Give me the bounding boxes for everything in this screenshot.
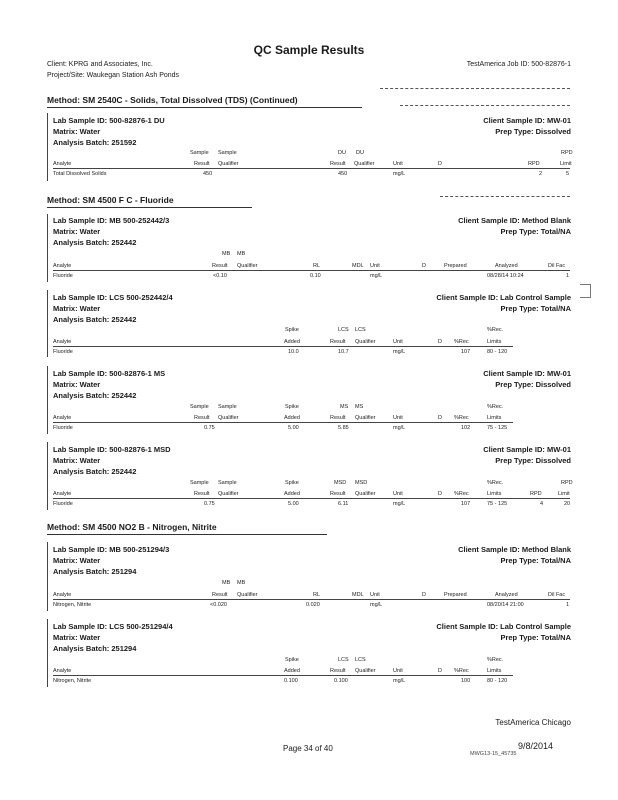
col-head: Added <box>284 668 300 674</box>
col-head: Limits <box>487 339 502 345</box>
value-cell: mg/L <box>393 349 406 355</box>
header-underline <box>53 270 570 271</box>
col-head: LCS <box>355 657 366 663</box>
matrix: Matrix: Water <box>53 633 101 642</box>
col-head: Result <box>330 415 346 421</box>
matrix: Matrix: Water <box>53 227 101 236</box>
value-cell: 107 <box>461 501 471 507</box>
report-date: 9/8/2014 <box>518 741 554 751</box>
col-head: Result <box>330 161 346 167</box>
col-head: Limits <box>487 668 502 674</box>
analysis-batch: Analysis Batch: 252442 <box>53 315 137 324</box>
header-underline <box>53 168 570 169</box>
col-head: Qualifier <box>355 491 376 497</box>
col-head: RPD <box>528 161 540 167</box>
col-head: %Rec <box>454 668 469 674</box>
value-cell: 6.11 <box>338 501 349 507</box>
col-head: Qualifier <box>355 415 376 421</box>
col-head: Unit <box>393 668 403 674</box>
prep-type: Prep Type: Dissolved <box>495 127 571 136</box>
col-head: %Rec. <box>487 404 504 410</box>
doc-code: MWG13-15_45735 <box>470 751 517 757</box>
value-cell: 5.00 <box>288 425 299 431</box>
matrix: Matrix: Water <box>53 456 101 465</box>
client-sample-id: Client Sample ID: Lab Control Sample <box>436 293 571 302</box>
col-head: %Rec. <box>487 657 504 663</box>
value-cell: 5.85 <box>338 425 349 431</box>
col-head: D <box>422 592 426 598</box>
value-cell: 0.100 <box>284 678 298 684</box>
method-dash <box>400 105 570 106</box>
project-site: Project/Site: Waukegan Station Ash Ponds <box>47 72 180 79</box>
client-sample-id: Client Sample ID: MW-01 <box>483 445 571 454</box>
col-head: Analyzed <box>495 592 518 598</box>
margin-tab-mark <box>580 284 591 298</box>
col-head: Result <box>212 592 228 598</box>
analyte-cell: Fluoride <box>53 425 73 431</box>
header-underline <box>53 422 513 423</box>
analyte-cell: Fluoride <box>53 501 73 507</box>
method-rule <box>47 107 362 108</box>
col-head: Result <box>194 161 210 167</box>
col-head: Prepared <box>444 263 467 269</box>
block-bar <box>47 214 48 282</box>
col-head: %Rec <box>454 491 469 497</box>
block-bar <box>47 366 48 434</box>
matrix: Matrix: Water <box>53 556 101 565</box>
lab-sample-id: Lab Sample ID: MB 500-252442/3 <box>53 216 170 225</box>
col-head: MDL <box>352 263 364 269</box>
col-head: Analyte <box>53 415 72 421</box>
value-cell: 20 <box>564 501 571 507</box>
prep-type: Prep Type: Dissolved <box>495 380 571 389</box>
lab-sample-id: Lab Sample ID: MB 500-251294/3 <box>53 545 170 554</box>
col-head: Qualifier <box>354 161 375 167</box>
col-head: Analyzed <box>495 263 518 269</box>
method-rule <box>47 207 252 208</box>
lab-sample-id: Lab Sample ID: 500-82876-1 MS <box>53 369 166 378</box>
value-cell: 450 <box>203 171 213 177</box>
value-cell: 450 <box>338 171 348 177</box>
col-head: RPD <box>530 491 542 497</box>
col-head: MB <box>237 251 246 257</box>
prep-type: Prep Type: Total/NA <box>500 304 571 313</box>
client-sample-id: Client Sample ID: Lab Control Sample <box>436 622 571 631</box>
col-head: Unit <box>393 339 403 345</box>
col-head: Qualifier <box>355 339 376 345</box>
col-head: Dil Fac <box>548 263 566 269</box>
col-head: Unit <box>370 263 380 269</box>
analyte-cell: Fluoride <box>53 349 73 355</box>
col-head: Prepared <box>444 592 467 598</box>
col-head: Result <box>330 339 346 345</box>
col-head: Spike <box>285 404 299 410</box>
col-head: Unit <box>370 592 380 598</box>
col-head: MSD <box>334 480 347 486</box>
col-head: Analyte <box>53 263 72 269</box>
col-head: Sample <box>218 404 237 410</box>
col-head: Limit <box>560 161 572 167</box>
header-dash <box>380 88 570 89</box>
col-head: RL <box>313 263 321 269</box>
value-cell: 75 - 125 <box>487 425 508 431</box>
col-head: D <box>438 415 442 421</box>
matrix: Matrix: Water <box>53 380 101 389</box>
col-head: Spike <box>285 327 299 333</box>
value-cell: 80 - 120 <box>487 349 508 355</box>
col-head: LCS <box>355 327 366 333</box>
page-number: Page 34 of 40 <box>283 744 333 753</box>
col-head: Sample <box>190 404 209 410</box>
col-head: Result <box>212 263 228 269</box>
method-dash <box>440 196 570 197</box>
col-head: Analyte <box>53 339 72 345</box>
col-head: Unit <box>393 491 403 497</box>
value-cell: <0.10 <box>213 273 227 279</box>
header-underline <box>53 675 513 676</box>
col-head: Analyte <box>53 668 72 674</box>
block-bar <box>47 619 48 687</box>
col-head: MDL <box>352 592 364 598</box>
header-underline <box>53 599 570 600</box>
col-head: Qualifier <box>237 592 258 598</box>
col-head: Limits <box>487 491 502 497</box>
method-nitrite-title: Method: SM 4500 NO2 B - Nitrogen, Nitrite <box>47 522 217 532</box>
value-cell: mg/L <box>393 678 406 684</box>
client-sample-id: Client Sample ID: Method Blank <box>458 545 571 554</box>
col-head: LCS <box>338 657 349 663</box>
col-head: D <box>438 161 442 167</box>
analyte-cell: Total Dissolved Solids <box>53 171 107 177</box>
col-head: LCS <box>338 327 349 333</box>
prep-type: Prep Type: Dissolved <box>495 456 571 465</box>
col-head: %Rec <box>454 339 469 345</box>
analysis-batch: Analysis Batch: 251294 <box>53 644 137 653</box>
value-cell: 5 <box>566 171 570 177</box>
col-head: MS <box>355 404 364 410</box>
value-cell: mg/L <box>393 501 406 507</box>
client-name: Client: KPRG and Associates, Inc. <box>47 61 153 68</box>
method-tds-title: Method: SM 2540C - Solids, Total Dissolved (TDS) (Continued) <box>47 95 298 105</box>
col-head: Added <box>284 415 300 421</box>
value-cell: 0.020 <box>306 602 320 608</box>
value-cell: 75 - 125 <box>487 501 508 507</box>
value-cell: 08/28/14 10:24 <box>487 273 524 279</box>
value-cell: mg/L <box>393 171 406 177</box>
value-cell: 0.10 <box>310 273 321 279</box>
analysis-batch: Analysis Batch: 251294 <box>53 567 137 576</box>
col-head: Sample <box>218 150 237 156</box>
col-head: RPD <box>561 150 573 156</box>
lab-sample-id: Lab Sample ID: LCS 500-252442/4 <box>53 293 173 302</box>
prep-type: Prep Type: Total/NA <box>500 227 571 236</box>
col-head: %Rec. <box>487 327 504 333</box>
value-cell: 08/20/14 21:00 <box>487 602 524 608</box>
col-head: Qualifier <box>218 415 239 421</box>
analyte-cell: Nitrogen, Nitrite <box>53 602 92 608</box>
col-head: D <box>438 491 442 497</box>
analysis-batch: Analysis Batch: 251592 <box>53 138 137 147</box>
col-head: Result <box>194 415 210 421</box>
analysis-batch: Analysis Batch: 252442 <box>53 467 137 476</box>
lab-sample-id: Lab Sample ID: 500-82876-1 MSD <box>53 445 171 454</box>
col-head: RPD <box>561 480 573 486</box>
col-head: Sample <box>190 480 209 486</box>
col-head: Result <box>330 491 346 497</box>
value-cell: 0.75 <box>204 501 215 507</box>
block-bar <box>47 113 48 181</box>
value-cell: mg/L <box>370 602 383 608</box>
method-rule <box>47 534 327 535</box>
col-head: %Rec <box>454 415 469 421</box>
col-head: MB <box>222 251 231 257</box>
value-cell: 5.00 <box>288 501 299 507</box>
col-head: Analyte <box>53 592 72 598</box>
col-head: Sample <box>218 480 237 486</box>
col-head: Spike <box>285 480 299 486</box>
col-head: DU <box>338 150 346 156</box>
block-bar <box>47 442 48 510</box>
value-cell: 2 <box>539 171 543 177</box>
matrix: Matrix: Water <box>53 304 101 313</box>
col-head: Analyte <box>53 491 72 497</box>
col-head: Analyte <box>53 161 72 167</box>
col-head: Sample <box>190 150 209 156</box>
col-head: %Rec. <box>487 480 504 486</box>
value-cell: 107 <box>461 349 471 355</box>
col-head: MS <box>340 404 349 410</box>
value-cell: 102 <box>461 425 471 431</box>
col-head: Added <box>284 339 300 345</box>
col-head: D <box>438 668 442 674</box>
col-head: D <box>422 263 426 269</box>
col-head: Qualifier <box>237 263 258 269</box>
header-underline <box>53 498 570 499</box>
analysis-batch: Analysis Batch: 252442 <box>53 238 137 247</box>
col-head: Unit <box>393 161 403 167</box>
footer-lab-name: TestAmerica Chicago <box>495 718 571 727</box>
col-head: Limits <box>487 415 502 421</box>
job-id: TestAmerica Job ID: 500-82876-1 <box>466 61 571 68</box>
header-underline <box>53 346 513 347</box>
analyte-cell: Nitrogen, Nitrite <box>53 678 92 684</box>
value-cell: mg/L <box>370 273 383 279</box>
prep-type: Prep Type: Total/NA <box>500 556 571 565</box>
block-bar <box>47 290 48 357</box>
matrix: Matrix: Water <box>53 127 101 136</box>
value-cell: 0.75 <box>204 425 215 431</box>
value-cell: <0.020 <box>210 602 227 608</box>
value-cell: 100 <box>461 678 471 684</box>
analysis-batch: Analysis Batch: 252442 <box>53 391 137 400</box>
client-sample-id: Client Sample ID: MW-01 <box>483 369 571 378</box>
col-head: Limit <box>558 491 570 497</box>
col-head: MB <box>237 580 246 586</box>
col-head: Added <box>284 491 300 497</box>
col-head: MB <box>222 580 231 586</box>
col-head: Unit <box>393 415 403 421</box>
col-head: Dil Fac <box>548 592 566 598</box>
col-head: Qualifier <box>218 161 239 167</box>
value-cell: 1 <box>566 602 570 608</box>
value-cell: 0.100 <box>334 678 348 684</box>
value-cell: 80 - 120 <box>487 678 508 684</box>
value-cell: 4 <box>540 501 544 507</box>
col-head: Qualifier <box>355 668 376 674</box>
client-sample-id: Client Sample ID: Method Blank <box>458 216 571 225</box>
col-head: Result <box>194 491 210 497</box>
client-sample-id: Client Sample ID: MW-01 <box>483 116 571 125</box>
col-head: D <box>438 339 442 345</box>
lab-sample-id: Lab Sample ID: LCS 500-251294/4 <box>53 622 173 631</box>
block-bar <box>47 542 48 611</box>
prep-type: Prep Type: Total/NA <box>500 633 571 642</box>
value-cell: 1 <box>566 273 570 279</box>
analyte-cell: Fluoride <box>53 273 73 279</box>
report-title: QC Sample Results <box>253 43 365 57</box>
col-head: Spike <box>285 657 299 663</box>
col-head: DU <box>356 150 364 156</box>
col-head: MSD <box>355 480 368 486</box>
col-head: RL <box>313 592 321 598</box>
value-cell: 10.0 <box>288 349 299 355</box>
col-head: Qualifier <box>218 491 239 497</box>
method-fluoride-title: Method: SM 4500 F C - Fluoride <box>47 195 174 205</box>
col-head: Result <box>330 668 346 674</box>
value-cell: mg/L <box>393 425 406 431</box>
lab-sample-id: Lab Sample ID: 500-82876-1 DU <box>53 116 165 125</box>
value-cell: 10.7 <box>338 349 349 355</box>
